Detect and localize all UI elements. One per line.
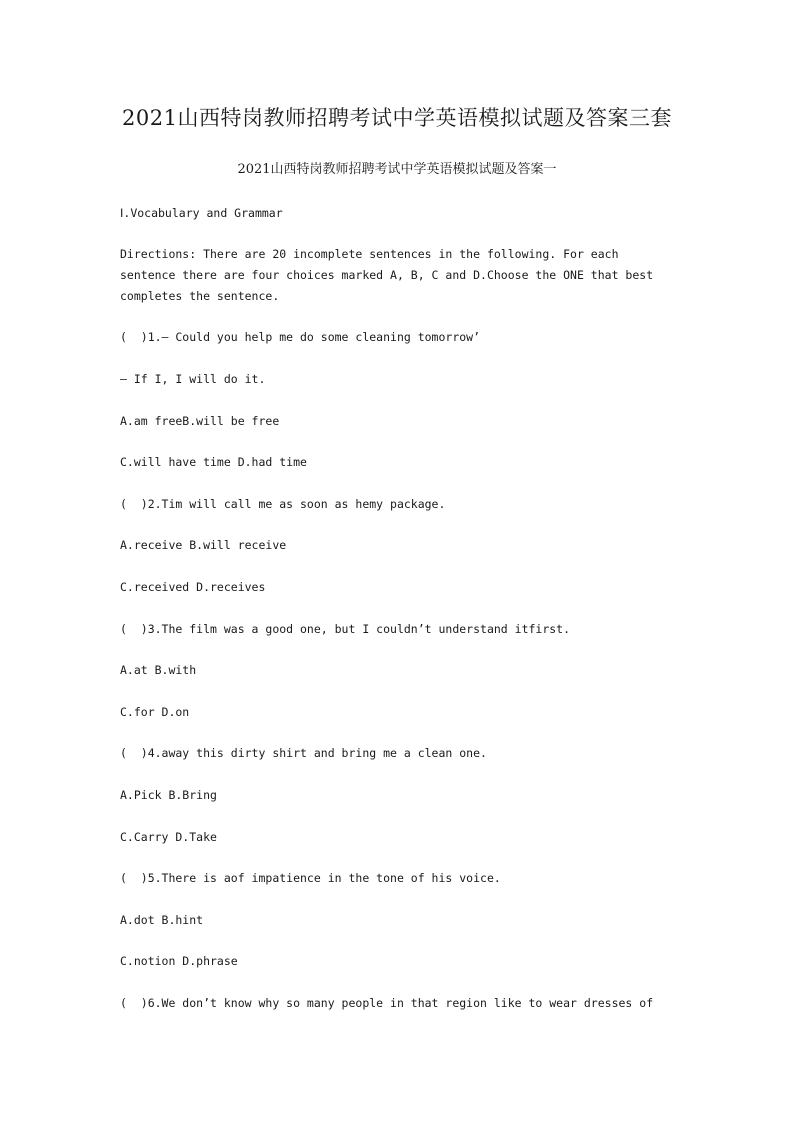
question-1-options-cd: C.will have time D.had time [120,455,307,469]
directions-line: completes the sentence. [120,289,280,303]
question-3-stem: ( )3.The film was a good one, but I couldn’t understand itfirst. [120,622,571,636]
question-5-stem: ( )5.There is aof impatience in the tone of his voice. [120,871,501,885]
directions-line: Directions: There are 20 incomplete sentences in the following. For each [120,247,619,261]
question-4-options-cd: C.Carry D.Take [120,830,217,844]
question-2-options-ab: A.receive B.will receive [120,538,287,552]
directions-line: sentence there are four choices marked A, B, C and D.Choose the ONE that best [120,268,654,282]
question-2-options-cd: C.received D.receives [120,580,266,594]
document-subtitle: 2021山西特岗教师招聘考试中学英语模拟试题及答案一 [237,162,557,177]
question-1-stem: ( )1.— Could you help me do some cleaning tomorrow’ [120,330,481,344]
section-heading: Ⅰ.Vocabulary and Grammar [120,206,283,220]
question-4-stem: ( )4.away this dirty shirt and bring me a clean one. [120,746,487,760]
question-5-options-cd: C.notion D.phrase [120,954,238,968]
question-1-options-ab: A.am freeB.will be free [120,414,280,428]
question-6-stem: ( )6.We don’t know why so many people in that region like to wear dresses of [120,996,654,1010]
question-2-stem: ( )2.Tim will call me as soon as hemy package. [120,497,446,511]
directions-paragraph [120,244,665,307]
question-3-options-ab: A.at B.with [120,663,197,677]
question-3-options-cd: C.for D.on [120,705,190,719]
question-1-response: — If I, I will do it. [120,372,266,386]
question-5-options-ab: A.dot B.hint [120,913,204,927]
question-4-options-ab: A.Pick B.Bring [120,788,217,802]
document-title: 2021山西特岗教师招聘考试中学英语模拟试题及答案三套 [122,106,672,130]
